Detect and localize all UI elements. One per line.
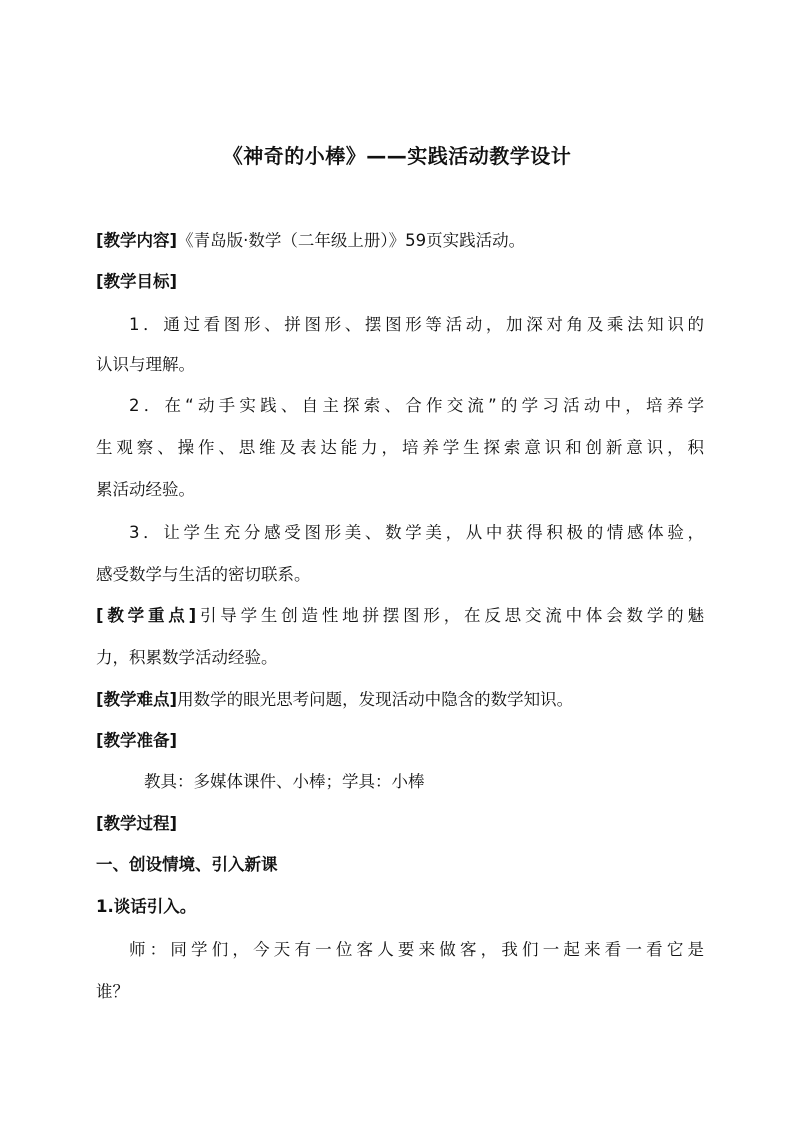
objective-1-line-1: 1．通过看图形、拼图形、摆图形等活动，加深对角及乘法知识的 — [129, 315, 704, 334]
content-text: 《青岛版·数学（二年级上册）》59页实践活动。 — [177, 231, 526, 250]
content-line — [96, 227, 704, 255]
key-points-label: [教学重点] — [96, 606, 197, 625]
dialogue-line-1: 师：同学们，今天有一位客人要来做客，我们一起来看一看它是 — [129, 940, 704, 959]
preparation-text: 教具：多媒体课件、小棒；学具：小棒 — [144, 772, 425, 791]
preparation-label: [教学准备] — [96, 731, 178, 750]
objective-3-line-1: 3．让学生充分感受图形美、数学美，从中获得积极的情感体验， — [129, 523, 704, 542]
dialogue-line-2: 谁？ — [96, 982, 129, 1001]
objectives-label: [教学目标] — [96, 272, 178, 291]
objective-1-line-2: 认识与理解。 — [96, 355, 195, 374]
objective-2-line-1: 2．在“动手实践、自主探索、合作交流”的学习活动中，培养学 — [129, 396, 704, 415]
difficulties-text: 用数学的眼光思考问题，发现活动中隐含的数学知识。 — [177, 690, 574, 709]
key-points-text: 引导学生创造性地拼摆图形，在反思交流中体会数学的魅 — [196, 606, 704, 625]
key-points-line-1 — [96, 602, 704, 630]
objective-2-line-2: 生观察、操作、思维及表达能力，培养学生探索意识和创新意识，积 — [96, 438, 704, 457]
step-1-heading: 1.谈话引入。 — [96, 897, 197, 916]
content-label: [教学内容] — [96, 231, 178, 250]
process-label: [教学过程] — [96, 814, 178, 833]
page-title: 《神奇的小棒》——实践活动教学设计 — [222, 144, 572, 168]
objective-3-line-2: 感受数学与生活的密切联系。 — [96, 565, 311, 584]
objective-2-line-3: 累活动经验。 — [96, 480, 195, 499]
key-points-line-2: 力，积累数学活动经验。 — [96, 648, 278, 667]
difficulties-line — [96, 686, 704, 714]
difficulties-label: [教学难点] — [96, 690, 178, 709]
section-1-heading: 一、创设情境、引入新课 — [96, 855, 278, 874]
